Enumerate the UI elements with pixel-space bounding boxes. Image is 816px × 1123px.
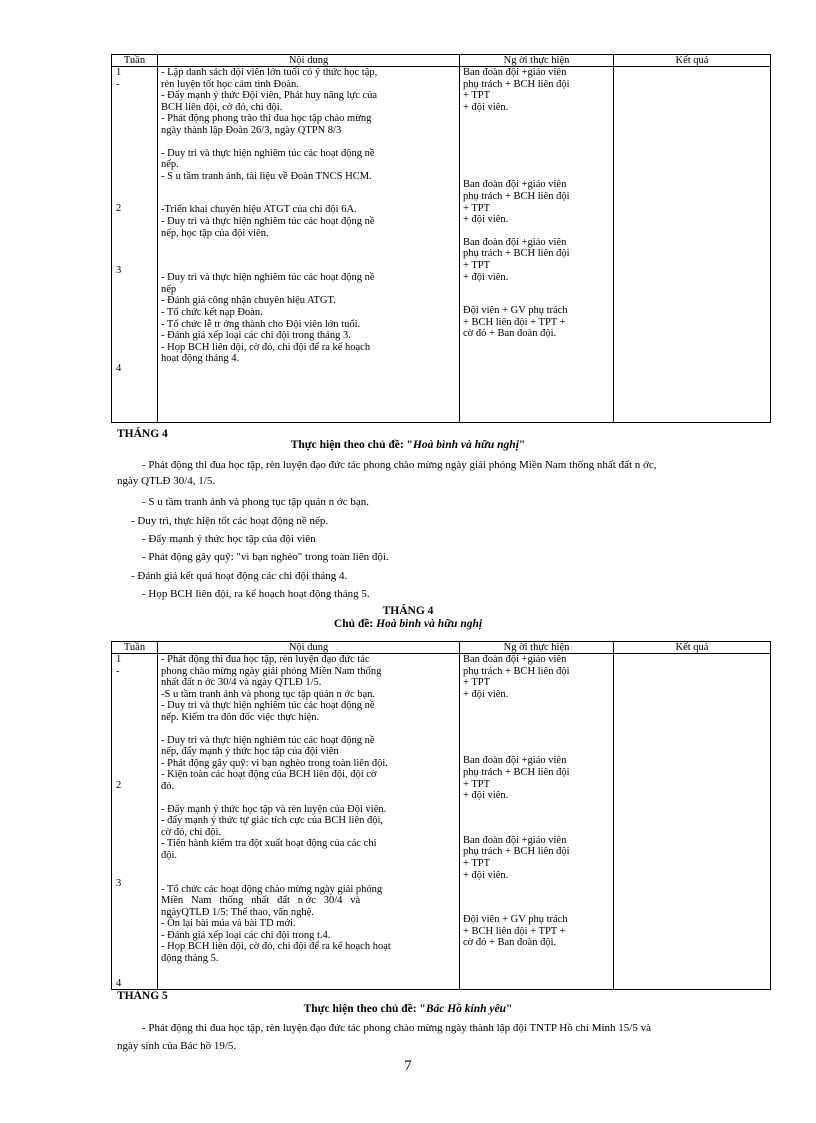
cell-line: [463, 722, 610, 733]
cell-line: phụ trách + BCH liên đội: [463, 248, 570, 260]
cell-line: phụ trách + BCH liên đội: [463, 190, 570, 202]
cell-line: [463, 813, 610, 824]
cell-line: - đẩy mạnh ý thức tự giác tích cực của BCH liên đội,: [161, 815, 384, 827]
cell-line: nếp.: [161, 159, 179, 171]
sub-title: THÁNG 4: [382, 605, 434, 617]
cell-line: + TPT: [463, 677, 491, 689]
cell-line: [161, 862, 456, 873]
paragraph-line: - Họp BCH liên đội, ra kế hoạch hoạt động tháng 5.: [142, 588, 370, 600]
week-number: 4: [116, 978, 122, 989]
cell-line: [463, 700, 610, 711]
cell-line: Đội viên + GV phụ trách: [463, 305, 568, 317]
cell-line: [463, 135, 610, 146]
table-header-row: [112, 642, 771, 654]
cell-line: cờ đỏ, chi đội.: [161, 826, 222, 838]
cell-line: [161, 261, 456, 272]
col-content-header: Nội dung: [158, 642, 460, 654]
theme-name: Hoà bình và hữu nghị: [412, 439, 519, 451]
cell-line: [463, 903, 610, 914]
plan-table-march: [111, 54, 771, 423]
cell-line: [161, 137, 456, 148]
cell-line: [161, 250, 456, 261]
cell-line: - Kiện toàn các hoạt động của BCH liên đội, đội cờ: [161, 769, 377, 781]
cell-line: [463, 744, 610, 755]
month-4-theme: [0, 439, 816, 451]
col-performer-header: Ng ời thực hiện: [460, 642, 614, 654]
cell-line: + đội viên.: [463, 790, 509, 802]
week-number: 3: [116, 265, 122, 276]
cell-line: ngày thành lập Đoàn 26/3, ngày QTPN 8/3: [161, 124, 342, 136]
table-header-row: [112, 55, 771, 67]
cell-line: - Đẩy mạnh ý thức học tập và rèn luyện của Đội viên.: [161, 803, 387, 815]
col-performer-header: Ng ời thực hiện: [460, 55, 614, 67]
cell-line: nhất đất n ớc 30/4 và ngày QTLĐ 1/5.: [161, 677, 322, 689]
week-number: 4: [116, 363, 122, 374]
content-cell: [158, 67, 460, 423]
cell-line: [463, 892, 610, 903]
cell-line: - Đánh giá xếp loại các chi đội trong tháng 3.: [161, 330, 351, 342]
table-row: [112, 67, 771, 423]
cell-line: [161, 182, 456, 193]
cell-line: - Phát động thi đua học tập, rèn luyện đạo đức tác: [161, 654, 370, 665]
cell-line: + đội viên.: [463, 688, 509, 700]
paragraph-line: - Đẩy mạnh ý thức học tập của đội viên: [142, 533, 316, 545]
table-row: [112, 654, 771, 990]
cell-line: + TPT: [463, 778, 491, 790]
paragraph-line: - Phát động thi đua học tập, rèn luyện đạo đức tác phong chào mừng ngày giải phóng Miền Nam thống nhất đất n ớc,: [142, 459, 657, 471]
cell-line: - Tiến hành kiểm tra đột xuất hoạt động của các chi: [161, 838, 377, 850]
theme-prefix: Thực hiện theo chủ đề: ": [303, 1003, 426, 1015]
cell-line: cờ đỏ + Ban đoàn đội.: [463, 328, 557, 340]
result-cell: [614, 67, 771, 423]
week-number: -: [116, 666, 120, 677]
performer-cell: [460, 654, 614, 990]
cell-line: [161, 239, 456, 250]
cell-line: [463, 733, 610, 744]
month-5-theme: [0, 1003, 816, 1015]
paragraph-line: - S u tầm tranh ảnh và phong tục tập quán n ớc bạn.: [142, 496, 369, 508]
cell-line: [463, 711, 610, 722]
week-number: 2: [116, 780, 122, 791]
col-result-header: Kết quả: [614, 642, 771, 654]
cell-line: Ban đoàn đội +giáo viên: [463, 179, 567, 191]
cell-line: phụ trách + BCH liên đội: [463, 78, 570, 90]
sub-theme: [0, 618, 816, 630]
theme-suffix: ": [506, 1003, 513, 1015]
cell-line: cờ đỏ + Ban đoàn đội.: [463, 937, 557, 949]
cell-line: + BCH liên đội + TPT +: [463, 925, 566, 937]
cell-line: [463, 283, 610, 294]
week-cell: [112, 654, 158, 990]
cell-line: [161, 724, 456, 735]
week-number: 1: [116, 67, 122, 78]
cell-line: [463, 146, 610, 157]
cell-line: + đội viên.: [463, 271, 509, 283]
cell-line: [463, 124, 610, 135]
cell-line: Miền Nam thống nhất đất n ớc 30/4 và: [161, 895, 361, 907]
cell-line: [161, 793, 456, 804]
cell-line: - Tổ chức các hoạt động chào mừng ngày giải phóng: [161, 883, 383, 895]
col-content-header: Nội dung: [158, 55, 460, 67]
cell-line: nếp: [161, 283, 177, 295]
cell-line: + TPT: [463, 90, 491, 102]
week-number: 1: [116, 654, 122, 665]
cell-line: - Duy trì và thực hiện nghiêm túc các hoạt động nề: [161, 215, 375, 227]
cell-line: [463, 226, 610, 237]
cell-line: động tháng 5.: [161, 953, 219, 965]
cell-line: - Phát động gây quỹ: vì bạn nghèo trong toàn liên đội.: [161, 757, 388, 769]
cell-line: [463, 168, 610, 179]
week-number: -: [116, 79, 120, 90]
cell-line: [161, 193, 456, 204]
cell-line: Ban đoàn đội +giáo viên: [463, 236, 567, 248]
cell-line: - Lập danh sách đội viên lớn tuổi có ý thức học tập,: [161, 67, 378, 78]
cell-line: Ban đoàn đội +giáo viên: [463, 755, 567, 767]
cell-line: Ban đoàn đội +giáo viên: [463, 834, 567, 846]
cell-line: nếp, đẩy mạnh ý thức học tập của đội viên: [161, 746, 339, 758]
theme-prefix: Chủ đề:: [333, 618, 377, 630]
cell-line: [463, 881, 610, 892]
cell-line: - Đánh giá công nhận chuyên hiệu ATGT.: [161, 295, 336, 307]
cell-line: [463, 824, 610, 835]
cell-line: - Duy trì và thực hiện nghiêm túc các hoạt động nề: [161, 700, 375, 712]
cell-line: [463, 157, 610, 168]
theme-prefix: Thực hiện theo chủ đề: ": [290, 439, 413, 451]
cell-line: Ban đoàn đội +giáo viên: [463, 654, 567, 665]
theme-suffix: ": [518, 439, 526, 451]
paragraph-line: - Phát động gây quỹ: "vì bạn nghèo" trong toàn liên đội.: [142, 551, 389, 563]
cell-line: - Phát động phong trào thi đua học tập chào mừng: [161, 113, 372, 125]
cell-line: - Họp BCH liên đội, cờ đỏ, chi đội để ra kế hoạch: [161, 341, 371, 353]
cell-line: Đội viên + GV phụ trách: [463, 914, 568, 926]
cell-line: đội.: [161, 849, 178, 861]
cell-line: + BCH liên đội + TPT +: [463, 316, 566, 328]
cell-line: phụ trách + BCH liên đội: [463, 766, 570, 778]
col-week-header: Tuần: [112, 55, 158, 67]
cell-line: + TPT: [463, 259, 491, 271]
cell-line: -S u tầm tranh ảnh và phong tục tập quán n ớc bạn.: [161, 688, 376, 700]
week-number: 2: [116, 203, 122, 214]
month-5-label: THÁNG 5: [117, 990, 168, 1002]
cell-line: BCH liên đội, cờ đỏ, chi đội.: [161, 101, 283, 113]
week-number: 3: [116, 878, 122, 889]
cell-line: đỏ.: [161, 780, 175, 792]
performer-cell: [460, 67, 614, 423]
cell-line: - Tổ chức kết nạp Đoàn.: [161, 306, 263, 318]
cell-line: - Duy trì và thực hiện nghiêm túc các hoạt động nề: [161, 147, 375, 159]
plan-table-april: [111, 641, 771, 990]
cell-line: [463, 802, 610, 813]
cell-line: [161, 873, 456, 884]
cell-line: - Đẩy mạnh ý thức Đội viên, Phát huy năng lực của: [161, 90, 378, 102]
cell-line: - Duy trì và thực hiện nghiêm túc các hoạt động nề: [161, 272, 375, 284]
cell-line: - S u tầm tranh ảnh, tài liệu về Đoàn TNCS HCM.: [161, 170, 372, 182]
cell-line: + TPT: [463, 857, 491, 869]
paragraph-line: - Đánh giá kết quả hoạt động các chi đội tháng 4.: [131, 570, 348, 582]
content-cell: [158, 654, 460, 990]
cell-line: - Đánh giá xếp loại các chi đội trong t.4.: [161, 929, 331, 941]
theme-name: Hoà bình và hữu nghị: [376, 618, 483, 630]
week-cell: [112, 67, 158, 423]
cell-line: hoạt động tháng 4.: [161, 353, 240, 365]
col-result-header: Kết quả: [614, 55, 771, 67]
cell-line: phong chào mừng ngày giải phóng Miền Nam thống: [161, 665, 382, 677]
cell-line: - Ôn lại bài múa và bài TD mới.: [161, 918, 296, 930]
cell-line: + đội viên.: [463, 869, 509, 881]
cell-line: phụ trách + BCH liên đội: [463, 665, 570, 677]
cell-line: + TPT: [463, 202, 491, 214]
cell-line: - Họp BCH liên đội, cờ đỏ, chi đội để ra kế hoạch hoạt: [161, 941, 391, 953]
cell-line: [463, 294, 610, 305]
cell-line: - Tổ chức lễ tr ởng thành cho Đội viên lớn tuổi.: [161, 318, 361, 330]
cell-line: nếp. Kiểm tra đôn đốc việc thực hiện.: [161, 711, 320, 723]
cell-line: rèn luyện tốt học cảm tình Đoàn.: [161, 78, 299, 90]
cell-line: phụ trách + BCH liên đội: [463, 846, 570, 858]
paragraph-line: - Duy trì, thực hiện tốt các hoạt động nề nếp.: [131, 515, 329, 527]
cell-line: -Triển khai chuyên hiệu ATGT của chi đội 6A.: [161, 204, 357, 216]
cell-line: Ban đoàn đội +giáo viên: [463, 67, 567, 78]
page-number: 7: [404, 1058, 412, 1074]
theme-name: Bác Hồ kính yêu: [425, 1003, 507, 1015]
paragraph-line: - Phát động thi đua học tập, rèn luyện đạo đức tác phong chào mừng ngày thành lập đội TNTP Hồ chí Minh 15/5 và: [142, 1022, 651, 1034]
paragraph-line: ngày QTLĐ 30/4, 1/5.: [117, 475, 216, 487]
cell-line: + đội viên.: [463, 101, 509, 113]
cell-line: - Duy trì và thực hiện nghiêm túc các hoạt động nề: [161, 734, 375, 746]
cell-line: nếp, học tập của đội viên.: [161, 227, 269, 239]
paragraph-line: ngày sinh của Bác hồ 19/5.: [117, 1040, 237, 1052]
result-cell: [614, 654, 771, 990]
col-week-header: Tuần: [112, 642, 158, 654]
cell-line: [463, 113, 610, 124]
cell-line: + đội viên.: [463, 214, 509, 226]
month-4-label: THÁNG 4: [117, 428, 168, 440]
cell-line: ngàyQTLĐ 1/5: Thể thao, văn nghệ.: [161, 906, 314, 918]
